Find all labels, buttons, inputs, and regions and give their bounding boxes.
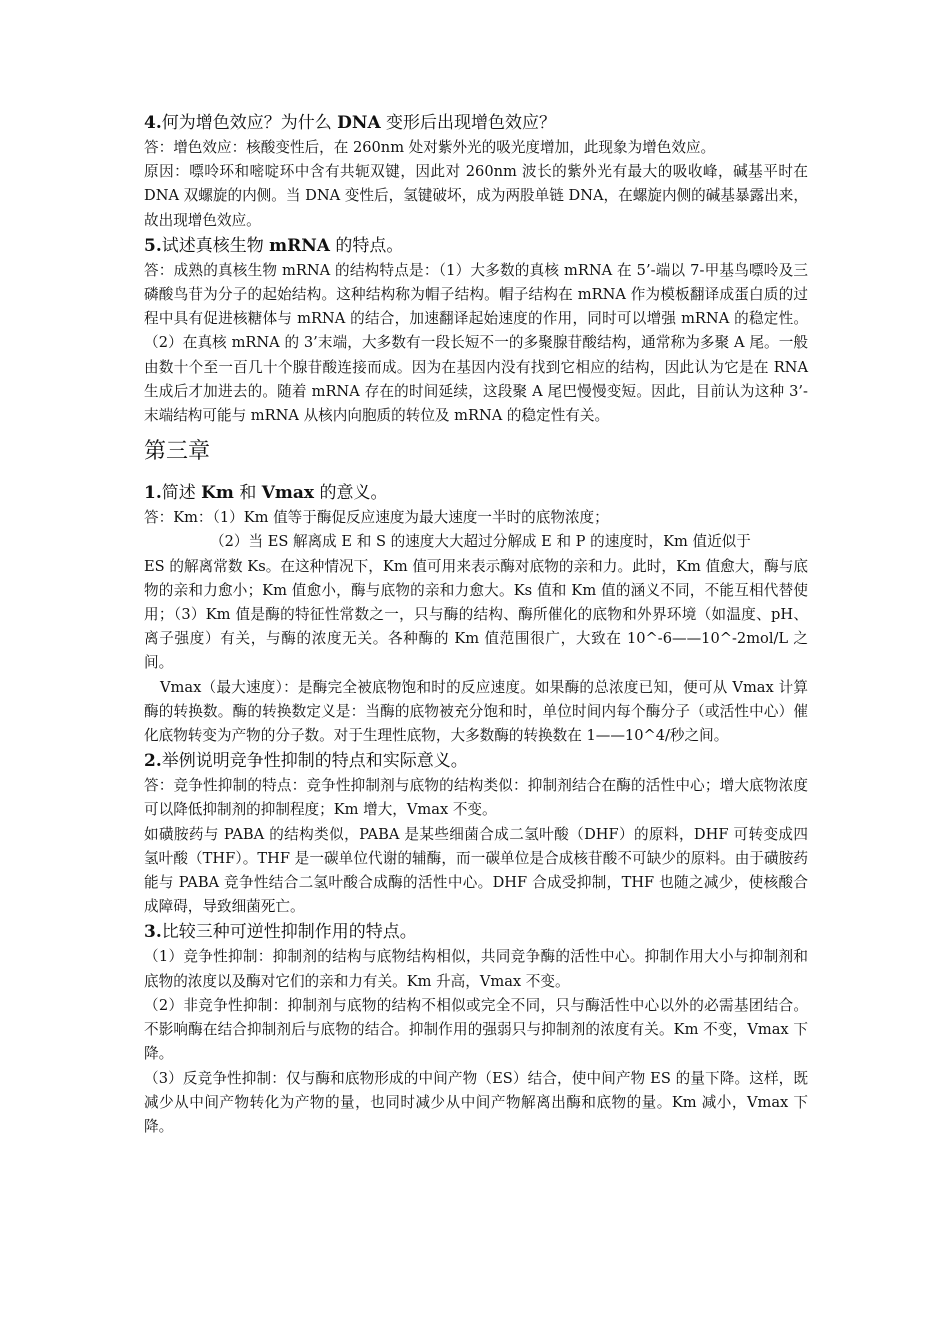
- chapter3-q3-item3: （3）反竞争性抑制：仅与酶和底物形成的中间产物（ES）结合，使中间产物 ES 的量下降。这样，既减少从中间产物转化为产物的量，也同时减少从中间产物解离出酶和底物的量。Km 减小，Vmax 下降。: [144, 1069, 808, 1135]
- chapter3-q3-item1: （1）竞争性抑制：抑制剂的结构与底物结构相似，共同竞争酶的活性中心。抑制作用大小与抑制剂和底物的浓度以及酶对它们的亲和力有关。Km 升高，Vmax 不变。: [144, 948, 808, 990]
- question-number: 2.: [144, 751, 162, 772]
- question-number: 5.: [144, 235, 162, 256]
- question-keyword: Vmax: [261, 483, 315, 504]
- question-text: 何为增色效应？为什么: [161, 113, 338, 133]
- chapter3-q1-answer-line1: 答：Km：（1）Km 值等于酶促反应速度为最大速度一半时的底物浓度；: [144, 509, 609, 527]
- chapter-heading: 第三章: [144, 439, 211, 465]
- question-4-answer: 答：增色效应：核酸变性后，在 260nm 处对紫外光的吸光度增加，此现象为增色效应。: [144, 139, 716, 156]
- chapter3-q1-vmax: Vmax（最大速度）：是酶完全被底物饱和时的反应速度。如果酶的总浓度已知，便可从 Vmax 计算酶的转换数。酶的转换数定义是：当酶的底物被充分饱和时，单位时间内每个酶分子（或活性中心）催化底物转变为产物的分子数。对于生理性底物，大多数酶的转换数在 1——10^4/秒之间。: [144, 678, 808, 745]
- question-number: 3.: [144, 922, 162, 943]
- question-5-answer: 答：成熟的真核生物 mRNA 的结构特点是：（1）大多数的真核 mRNA 在 5’-端以 7-甲基鸟嘌呤及三磷酸鸟苷为分子的起始结构。这种结构称为帽子结构。帽子结构在 mRNA 作为模板翻译成蛋白质的过程中具有促进核糖体与 mRNA 的结合，加速翻译起始速度的作用，同时可以增强 mRNA 的稳定性。（2）在真核 mRNA 的 3’末端，大多数有一段长短不一的多聚腺苷酸结构，通常称为多聚 A 尾。一般由数十个至一百几十个腺苷酸连接而成。因为在基因内没有找到它相应的结构，因此认为它是在 RNA 生成后才加进去的。随着 mRNA 存在的时间延续，这段聚 A 尾巴慢慢变短。因此，目前认为这种 3’-末端结构可能与 mRNA 从核内向胞质的转位及 mRNA 的稳定性有关。: [144, 261, 808, 425]
- chapter3-q2-title: [144, 748, 808, 774]
- question-text: 比较三种可逆性抑制作用的特点。: [161, 922, 417, 943]
- question-keyword: Km: [201, 483, 234, 504]
- question-text: 和: [233, 483, 262, 504]
- chapter3-q2-answer: 答：竞争性抑制的特点：竞争性抑制剂与底物的结构类似：抑制剂结合在酶的活性中心；增大底物浓度可以降低抑制剂的抑制程度；Km 增大，Vmax 不变。: [144, 777, 808, 819]
- question-number: 4.: [144, 113, 162, 133]
- chapter3-q3-title: [144, 919, 808, 945]
- question-4-reason: 原因：嘌呤环和嘧啶环中含有共轭双键，因此对 260nm 波长的紫外光有最大的吸收峰，碱基平时在 DNA 双螺旋的内侧。当 DNA 变性后，氢键破坏，成为两股单链 DNA，在螺旋内侧的碱基暴露出来，故出现增色效应。: [144, 163, 808, 229]
- question-number: 1.: [144, 483, 162, 504]
- question-keyword: mRNA: [269, 235, 331, 256]
- question-text: 试述真核生物: [161, 235, 270, 256]
- question-text: 举例说明竞争性抑制的特点和实际意义。: [161, 751, 468, 772]
- document-page: [144, 110, 808, 1139]
- question-keyword: DNA: [337, 113, 381, 133]
- chapter3-q1-answer-line2: （2）当 ES 解离成 E 和 S 的速度大大超过分解成 E 和 P 的速度时，Km 值近似于: [210, 533, 751, 551]
- question-text: 的意义。: [314, 483, 388, 504]
- chapter3-q1-answer-body: ES 的解离常数 Ks。在这种情况下，Km 值可用来表示酶对底物的亲和力。此时，Km 值愈大，酶与底物的亲和力愈小；Km 值愈小，酶与底物的亲和力愈大。Ks 值和 Km 值的涵义不同，不能互相代替使用；（3）Km 值是酶的特征性常数之一，只与酶的结构、酶所催化的底物和外界环境（如温度、pH、离子强度）有关，与酶的浓度无关。各种酶的 Km 值范围很广，大致在 10^-6——10^-2mol/L 之间。: [144, 557, 808, 672]
- question-text: 变形后出现增色效应？: [380, 113, 557, 133]
- question-4-title: [144, 110, 808, 136]
- question-text: 简述: [161, 483, 202, 504]
- question-5-title: [144, 233, 808, 259]
- chapter3-q1-title: [144, 480, 808, 506]
- chapter3-q2-example: 如磺胺药与 PABA 的结构类似，PABA 是某些细菌合成二氢叶酸（DHF）的原料，DHF 可转变成四氢叶酸（THF）。THF 是一碳单位代谢的辅酶，而一碳单位是合成核苷酸不可缺少的原料。由于磺胺药能与 PABA 竞争性结合二氢叶酸合成酶的活性中心。DHF 合成受抑制，THF 也随之减少，使核酸合成障碍，导致细菌死亡。: [144, 825, 808, 916]
- chapter3-q3-item2: （2）非竞争性抑制：抑制剂与底物的结构不相似或完全不同，只与酶活性中心以外的必需基团结合。不影响酶在结合抑制剂后与底物的结合。抑制作用的强弱只与抑制剂的浓度有关。Km 不变，Vmax 下降。: [144, 996, 808, 1063]
- question-text: 的特点。: [330, 235, 404, 256]
